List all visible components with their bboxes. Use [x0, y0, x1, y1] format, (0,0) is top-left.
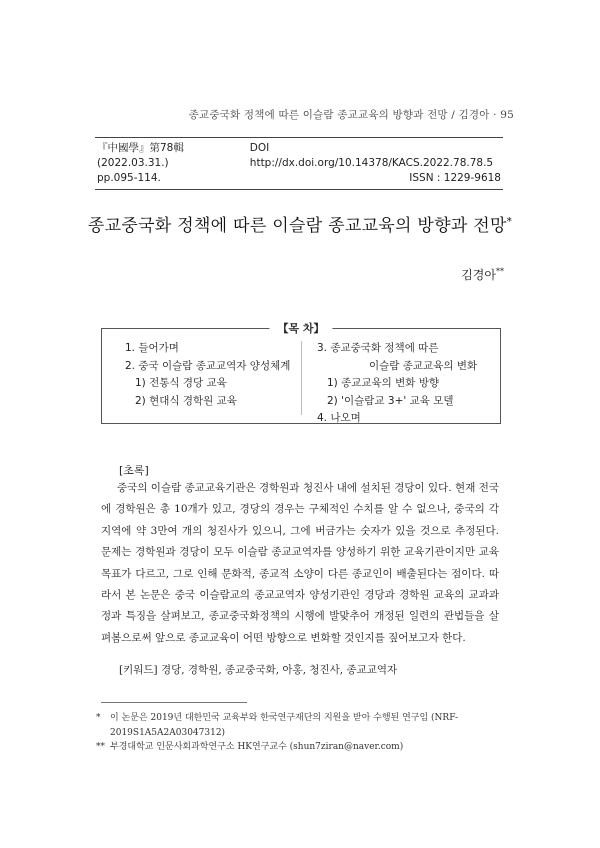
page-range: pp.095-114.: [97, 172, 161, 184]
author-name: [0, 266, 504, 283]
running-header: 종교중국화 정책에 따른 이슬람 종교교육의 방향과 전망 / 김경아 · 95: [188, 109, 514, 121]
toc-label: 【목 차】: [269, 320, 332, 336]
doi-link[interactable]: DOI http://dx.doi.org/10.14378/KACS.2022.78.78.5: [249, 142, 494, 169]
author-name-text: 김경아: [461, 268, 496, 282]
paper-title-text: 종교중국화 정책에 따른 이슬람 종교교육의 방향과 전망: [87, 216, 507, 236]
keywords: [키워드] 경당, 경학원, 종교중국화, 아홍, 청진사, 종교교역자: [119, 664, 398, 676]
title-footnote-mark: *: [506, 216, 513, 228]
footnote-text: 부경대학교 인문사회과학연구소 HK연구교수 (shun7ziran@naver.com): [110, 742, 404, 752]
toc-item: 3. 종교중국화 정책에 따른: [317, 342, 439, 354]
journal-citation: 『中國學』第78輯 (2022.03.31.): [97, 142, 184, 169]
footnote-rule: [101, 702, 247, 703]
toc-item: 2) 현대식 경학원 교육: [135, 394, 237, 407]
toc-item: 이슬람 종교교육의 변화: [369, 359, 478, 372]
toc-item: 2) '이슬람교 3+' 교육 모델: [327, 394, 454, 407]
paper-title: [0, 211, 600, 236]
abstract-text: 중국의 이슬람 종교교육기관은 경학원과 청진사 내에 설치된 경당이 있다. 현재 전국에 경학원은 총 10개가 있고, 경당의 경우는 구체적인 수치를 알 수 없으나, 중국의 각 지역에 약 3만여 개의 청진사가 있으니, 그에 버금가는 숫자가 있을 것으로 추정된다. 문제는 경학원과 경당이 모두 이슬람 종교교역자를 양성하기 위한 교육기관이지만 교육목표가 다르고, 그로 인해 문화적, 종교적 소양이 다른 종교인이 배출된다는 점이다. 따라서 본 논문은 중국 이슬람교의 종교교역자 양성기관인 경당과 경학원 교육의 교과과정과 특징을 살펴보고, 종교중국화정책의 시행에 발맞추어 개정된 일련의 관법들을 살펴봄으로써 앞으로 종교교육이 어떤 방향으로 변화할 것인지를 짚어보고자 한다.: [101, 482, 499, 644]
toc-item: 1) 종교교육의 변화 방향: [327, 377, 440, 389]
publication-meta: [95, 137, 503, 190]
toc-item: 1) 전통식 경당 교육: [135, 377, 227, 389]
footnotes: [96, 711, 506, 755]
toc-item: 1. 들어가며: [125, 342, 179, 354]
footnote-text: 이 논문은 2019년 대한민국 교육부와 한국연구재단의 지원을 받아 수행된 연구임 (NRF-2019S1A5A2A03047312): [110, 713, 459, 738]
footnote-mark: *: [96, 713, 101, 723]
table-of-contents: [101, 322, 501, 424]
toc-left-column: [125, 340, 290, 410]
issn: ISSN : 1229-9618: [409, 172, 501, 184]
footnote: [96, 711, 506, 740]
author-footnote-mark: **: [496, 267, 504, 276]
toc-right-column: [317, 340, 477, 428]
abstract-heading: [초록]: [119, 464, 149, 477]
toc-divider: [301, 341, 302, 415]
footnote: [96, 740, 506, 755]
toc-item: 4. 나오며: [317, 412, 361, 424]
toc-item: 2. 중국 이슬람 종교교역자 양성체계: [125, 359, 291, 372]
footnote-mark: **: [96, 742, 105, 752]
